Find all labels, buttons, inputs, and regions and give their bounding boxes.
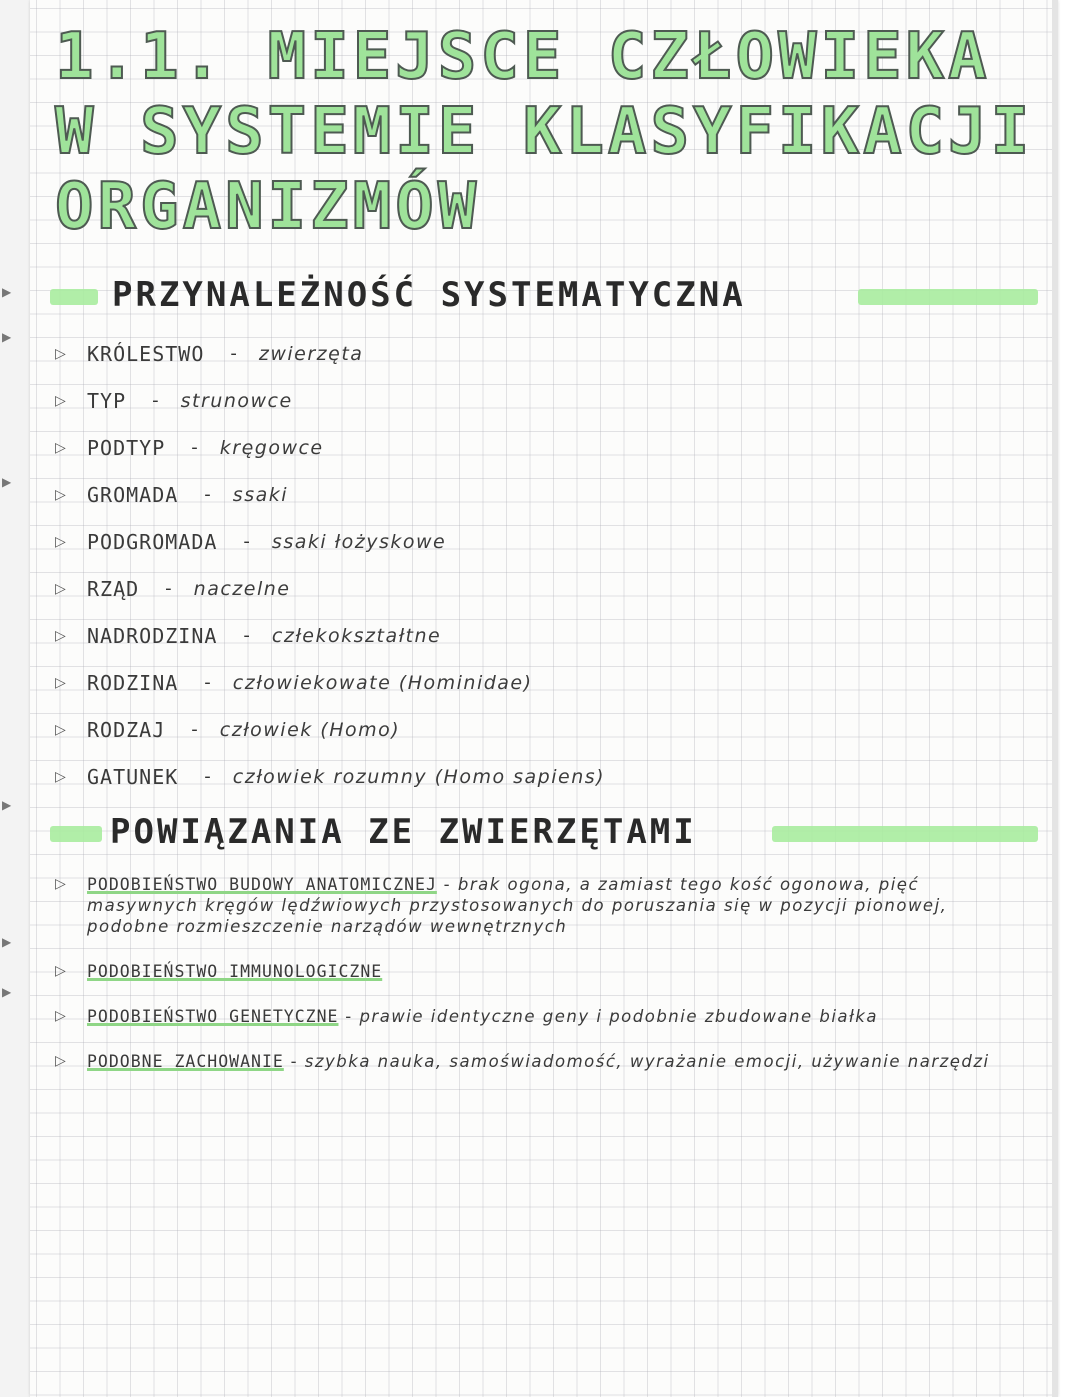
taxon-value: człowiekowate (Hominidae)	[232, 671, 533, 694]
taxon-value: kręgowce	[219, 436, 324, 459]
section-heading: POWIĄZANIA ZE ZWIERZĘTAMI	[110, 812, 697, 852]
triangle-right-icon: ▷	[55, 1008, 66, 1024]
relation-title: PODOBIEŃSTWO GENETYCZNE	[87, 1007, 339, 1026]
triangle-right-icon: ▷	[55, 533, 66, 550]
taxon-value: strunowce	[180, 389, 293, 412]
relation-description: szybka nauka, samoświadomość, wyrażanie emocji, używanie narzędzi	[304, 1052, 990, 1071]
rank-label: NADRODZINA	[87, 623, 218, 648]
relations-list	[55, 874, 1015, 1096]
list-item: ▷ PODOBIEŃSTWO GENETYCZNE - prawie identyczne geny i podobnie zbudowane białka	[55, 1007, 878, 1026]
binder-hole-icon: ▶	[2, 475, 12, 489]
triangle-right-icon: ▷	[55, 674, 66, 691]
highlight-bar-right	[858, 289, 1038, 305]
binder-hole-icon: ▶	[2, 285, 12, 299]
triangle-right-icon: ▷	[55, 627, 66, 644]
section-heading: PRZYNALEŻNOŚĆ SYSTEMATYCZNA	[112, 275, 746, 315]
triangle-right-icon: ▷	[55, 963, 66, 979]
triangle-right-icon: ▷	[55, 345, 66, 362]
triangle-right-icon: ▷	[55, 768, 66, 785]
triangle-right-icon: ▷	[55, 876, 66, 892]
rank-label: PODGROMADA	[87, 529, 218, 554]
binder-hole-icon: ▶	[2, 330, 12, 344]
relations-header	[50, 812, 1040, 852]
highlight-bar-right	[772, 826, 1038, 842]
triangle-right-icon: ▷	[55, 721, 66, 738]
relation-title: PODOBIEŃSTWO IMMUNOLOGICZNE	[87, 962, 383, 981]
triangle-right-icon: ▷	[55, 392, 66, 409]
list-item: ▷ RZĄD - naczelne	[55, 576, 291, 601]
taxon-value: ssaki	[232, 483, 289, 506]
taxon-value: człowiek (Homo)	[219, 718, 401, 741]
classification-header	[50, 275, 1040, 315]
taxon-value: ssaki łożyskowe	[271, 530, 447, 553]
relation-title: PODOBIEŃSTWO BUDOWY ANATOMICZNEJ	[87, 875, 437, 894]
binder-hole-icon: ▶	[2, 798, 12, 812]
list-item: ▷ PODTYP - kręgowce	[55, 435, 324, 460]
highlight-bar-left	[50, 289, 98, 305]
page-title	[55, 20, 1045, 245]
rank-label: RODZAJ	[87, 717, 166, 742]
rank-label: RODZINA	[87, 670, 179, 695]
taxon-value: człekokształtne	[271, 624, 442, 647]
rank-label: GATUNEK	[87, 764, 179, 789]
list-item	[55, 961, 1015, 982]
rank-label: RZĄD	[87, 576, 140, 601]
classification-list	[55, 330, 1015, 800]
triangle-right-icon: ▷	[55, 580, 66, 597]
list-item: ▷ KRÓLESTWO - zwierzęta	[55, 341, 364, 366]
list-item: ▷ PODOBIEŃSTWO BUDOWY ANATOMICZNEJ - brak ogona, a zamiast tego kość ogonowa, pięć masywnych kręgów lędźwiowych przystosowanych do poruszania się w pozycji pionowej, podobne rozmieszczenie narządów wewnętrznych	[55, 875, 948, 936]
list-item: ▷ PODOBNE ZACHOWANIE - szybka nauka, samoświadomość, wyrażanie emocji, używanie narzędzi	[55, 1052, 990, 1071]
triangle-right-icon: ▷	[55, 486, 66, 503]
relation-description: brak ogona, a zamiast tego kość ogonowa, pięć masywnych kręgów lędźwiowych przystosowanych do poruszania się w pozycji pionowej, podobne rozmieszczenie narządów wewnętrznych	[87, 875, 948, 936]
list-item: ▷ GROMADA - ssaki	[55, 482, 289, 507]
list-item: ▷ TYP - strunowce	[55, 388, 293, 413]
list-item: ▷ PODGROMADA - ssaki łożyskowe	[55, 529, 447, 554]
binder-hole-icon: ▶	[2, 935, 12, 949]
relation-description: prawie identyczne geny i podobnie zbudowane białka	[359, 1007, 878, 1026]
rank-label: PODTYP	[87, 435, 166, 460]
title-line-1: 1.1. MIEJSCE CZŁOWIEKA	[55, 20, 991, 94]
taxon-value: zwierzęta	[258, 342, 364, 365]
list-item: ▷ NADRODZINA - człekokształtne	[55, 623, 442, 648]
binder-margin	[0, 0, 30, 1397]
title-line-2: W SYSTEMIE KLASYFIKACJI	[55, 95, 1034, 169]
triangle-right-icon: ▷	[55, 1053, 66, 1069]
rank-label: GROMADA	[87, 482, 179, 507]
highlight-bar-left	[50, 826, 102, 842]
list-item: ▷ GATUNEK - człowiek rozumny (Homo sapiens)	[55, 764, 606, 789]
title-line-3: ORGANIZMÓW	[55, 170, 481, 244]
taxon-value: naczelne	[193, 577, 291, 600]
triangle-right-icon: ▷	[55, 439, 66, 456]
relation-title: PODOBNE ZACHOWANIE	[87, 1052, 284, 1071]
rank-label: KRÓLESTWO	[87, 341, 205, 366]
rank-label: TYP	[87, 388, 127, 413]
binder-hole-icon: ▶	[2, 985, 12, 999]
list-item: ▷ RODZINA - człowiekowate (Hominidae)	[55, 670, 533, 695]
taxon-value: człowiek rozumny (Homo sapiens)	[232, 765, 606, 788]
list-item: ▷ RODZAJ - człowiek (Homo)	[55, 717, 401, 742]
